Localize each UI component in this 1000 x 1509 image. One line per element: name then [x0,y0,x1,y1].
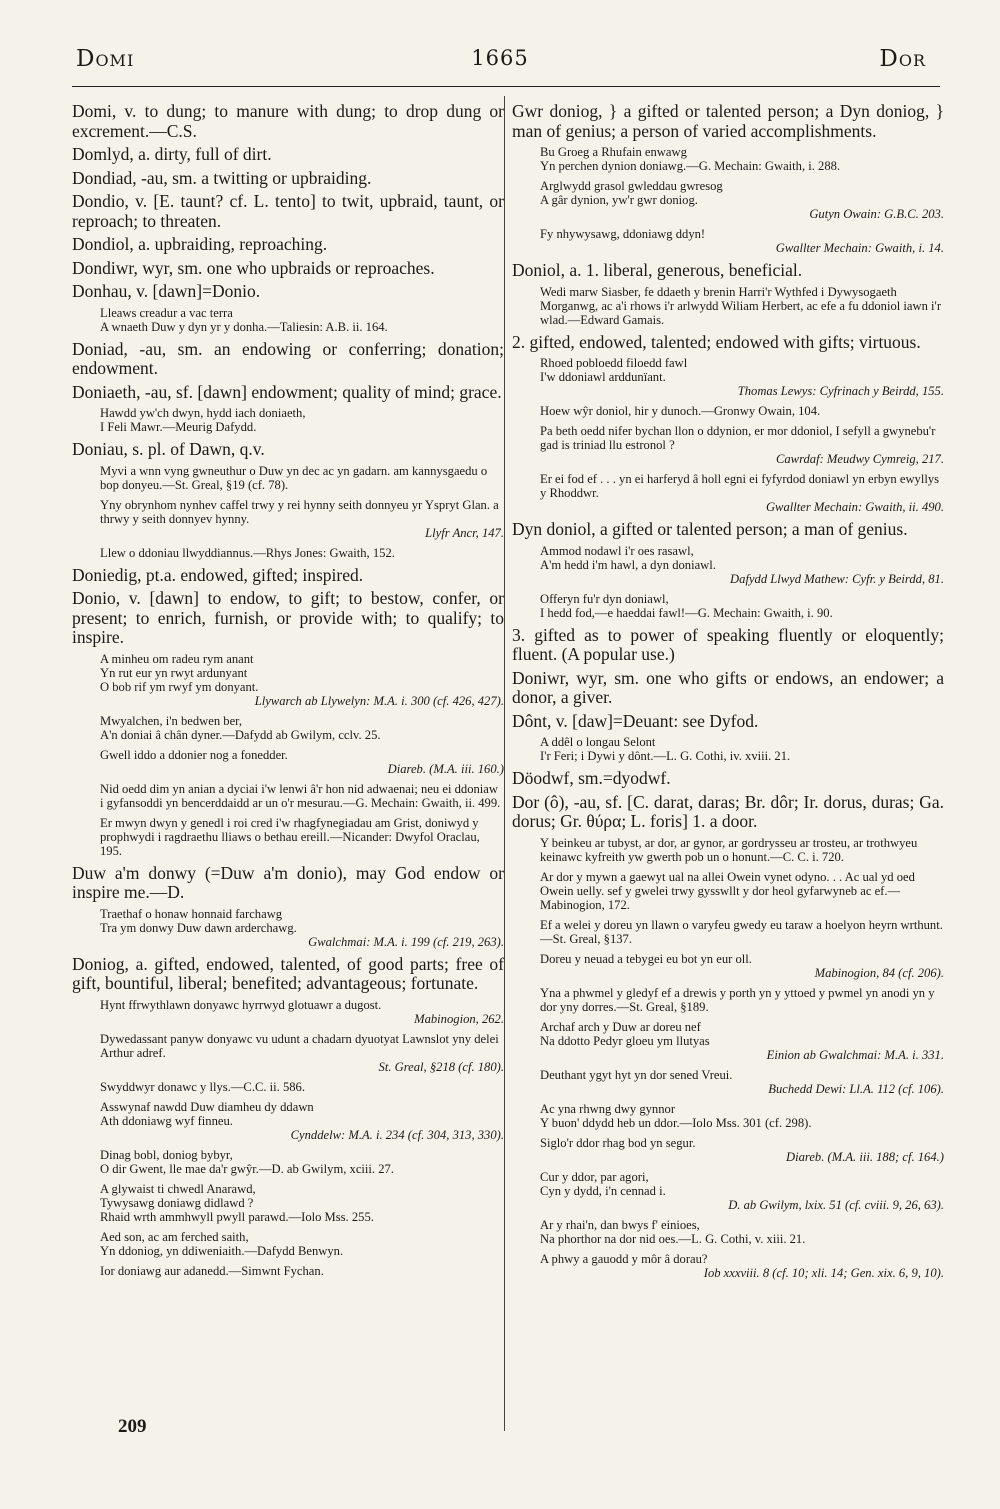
quotation [100,998,504,1026]
quotation [100,1032,504,1074]
quotation-line: Asswynaf nawdd Duw diamheu dy ddawn [100,1099,314,1114]
quotation-line: Ath ddoniawg wyf finneu. [100,1113,233,1128]
quotation-line: Y buon' ddydd heb un ddor.—Iolo Mss. 301 (cf. 298). [540,1115,812,1130]
citation: Mabinogion, 84 (cf. 206). [814,965,944,980]
citation: Cynddelw: M.A. i. 234 (cf. 304, 313, 330). [290,1127,504,1142]
citation: Gutyn Owain: G.B.C. 203. [809,207,944,221]
quotation-line: A gâr dynion, yw'r gwr doniog. [540,193,698,207]
quotation [100,464,504,492]
quotation-line: Deuthant ygyt hyt yn dor sened Vreui. [540,1067,733,1082]
quotation-line: Hynt ffrwythlawn donyawc hyrrwyd glotuawr a dugost. [100,997,382,1012]
quotation-line: Offeryn fu'r dyn doniawl, [540,591,669,606]
column-divider [504,96,505,1431]
quotation-line: Bu Groeg a Rhufain enwawg [540,145,687,159]
quotation [540,179,944,221]
dictionary-entry: 2. gifted, endowed, talented; endowed with gifts; virtuous. [512,331,921,352]
quotation [540,986,944,1014]
quotation-line: Hoew wŷr doniol, hir y dunoch.—Gronwy Owain, 104. [540,404,821,418]
citation: Iob xxxviii. 8 (cf. 10; xli. 14; Gen. xix. 6, 9, 10). [703,1265,944,1280]
quotation [100,306,504,334]
quotation-line: Ef a welei y doreu yn llawn o varyfeu gwedy eu taraw a hoelyon heyrn wrthunt.—St. Greal, §137. [540,917,943,946]
dictionary-entry: Doniedig, pt.a. endowed, gifted; inspired. [72,564,364,585]
quotation-line: I Feli Mawr.—Meurig Dafydd. [100,420,257,434]
quotation-line: I'w ddoniawl arddunïant. [540,370,666,384]
citation: Mabinogion, 262. [414,1011,504,1026]
quotation-line: A wnaeth Duw y dyn yr y donha.—Taliesin: A.B. ii. 164. [100,319,388,334]
running-head [72,46,928,80]
quotation-line: Yn rut eur yn rwyt ardunyant [100,665,248,680]
quotation [100,1182,504,1224]
quotation-line: O dir Gwent, lle mae da'r gwŷr.—D. ab Gwilym, xciii. 27. [100,1161,394,1176]
quotation [100,714,504,742]
quotation-line: Llew o ddoniau llwyddiannus.—Rhys Jones: Gwaith, 152. [100,545,395,560]
quotation [100,907,504,949]
quotation-line: Lleaws creadur a vac terra [100,305,233,320]
quotation-line: A phwy a gauodd y môr â dorau? [540,1251,708,1266]
quotation-line: Tywysawg doniawg didlawd ? [100,1195,254,1210]
quotation [100,546,504,560]
citation: Llyfr Ancr, 147. [425,525,504,540]
quotation-line: Yny obrynhom nynhev caffel trwy y rei hynny seith donnyeu yr Yspryt Glan. a thrwy y seith donnyev hynny. [100,497,499,526]
quotation-line: Mwyalchen, i'n bedwen ber, [100,713,242,728]
quotation-line: A'm hedd i'm hawl, a dyn doniawl. [540,557,716,572]
dictionary-entry: Dondio, v. [E. taunt? cf. L. tento] to twit, upbraid, taunt, or reproach; to threaten. [72,191,504,231]
quotation-line: Rhaid wrth ammhwyll pwyll parawd.—Iolo Mss. 255. [100,1209,374,1224]
quotation [540,472,944,514]
dictionary-entry: 3. gifted as to power of speaking fluently or eloquently; fluent. (A popular use.) [512,624,944,664]
quotation-line: Traethaf o honaw honnaid farchawg [100,906,283,921]
quotation [540,1102,944,1130]
quotation-line: A minheu om radeu rym anant [100,651,254,666]
quotation [540,735,944,763]
quotation-line: Rhoed pobloedd filoedd fawl [540,356,688,370]
dictionary-entry: Dondiad, -au, sm. a twitting or upbraiding. [72,167,372,188]
quotation-line: Doreu y neuad a tebygei eu bot yn eur oll. [540,951,752,966]
quotation [540,404,944,418]
quotation-line: Yna a phwmel y gledyf ef a drewis y porth yn y yttoed y pwmel yn anodi yn y dor yny dorres.—St. Greal, §189. [540,985,935,1014]
quotation-line: A glywaist ti chwedl Anarawd, [100,1181,256,1196]
quotation [540,356,944,398]
quotation [540,952,944,980]
left-column [72,102,504,1432]
quotation-line: Er mwyn dwyn y genedl i roi cred i'w rhagfynegiadau am Grist, doniwyd y prophwydi i ragdraethu lliaws o bethau ereill.—Nicander: Dwyfol Oraclau, 195. [100,815,480,858]
citation: Einion ab Gwalchmai: M.A. i. 331. [766,1047,944,1062]
quotation-line: Siglo'r ddor rhag bod yn segur. [540,1135,696,1150]
quotation-line: Nid oedd dim yn anian a dyciai i'w lenwi â'r hon nid adwaenai; neu ei ddoniaw i gyfansoddi yn bencerddaidd ar un o'r mesurau.—G. Mechain: Gwaith, ii. 499. [100,781,501,810]
dictionary-entry: Doniad, -au, sm. an endowing or conferring; donation; endowment. [72,338,504,378]
dictionary-entry: Döodwf, sm.=dyodwf. [512,768,671,788]
quotation-line: Cyn y dydd, i'n cennad i. [540,1183,666,1198]
right-column [512,102,944,1437]
quotation [540,544,944,586]
dictionary-entry: Dor (ô), -au, sf. [C. darat, daras; Br. dôr; Ir. dorus, duras; Ga. dorus; Gr. θύρα; L. foris] 1. a door. [512,791,944,831]
quotation [540,1252,944,1280]
citation: Dafydd Llwyd Mathew: Cyfr. y Beirdd, 81. [730,571,944,586]
folio-mark: 209 [118,1416,147,1437]
quotation-line: I'r Feri; i Dywi y dônt.—L. G. Cothi, iv. xviii. 21. [540,749,791,763]
quotation-line: Pa beth oedd nifer bychan llon o ddynion, er mor ddoniol, I sefyll a gwynebu'r gad is triniad llu estronol ? [540,424,936,452]
quotation [100,1100,504,1142]
quotation [100,748,504,776]
citation: St. Greal, §218 (cf. 180). [378,1059,504,1074]
quotation-line: O bob rif ym rwyf ym donyant. [100,679,259,694]
quotation [100,498,504,540]
quotation [540,285,944,327]
quotation-line: A ddêl o longau Selont [540,735,656,749]
header-rule [72,86,940,87]
dictionary-entry: Domi, v. to dung; to manure with dung; to drop dung or excrement.—C.S. [72,102,504,141]
quotation-line: Dinag bobl, doniog bybyr, [100,1147,233,1162]
quotation-line: Ammod nodawl i'r oes rasawl, [540,543,694,558]
dictionary-entry: Dônt, v. [daw]=Deuant: see Dyfod. [512,710,759,731]
citation: Gwallter Mechain: Gwaith, ii. 490. [765,500,944,514]
quotation-line: Na ddotto Pedyr gloeu ym llutyas [540,1033,710,1048]
dictionary-entry: Doniwr, wyr, sm. one who gifts or endows, an endower; a donor, a giver. [512,667,944,707]
quotation [540,918,944,946]
quotation [540,592,944,620]
left-guide-word: Domi [76,46,135,72]
quotation-line: I hedd fod,—e haeddai fawl!—G. Mechain: Gwaith, i. 90. [540,605,833,620]
quotation-line: Dywedassant panyw donyawc vu udunt a chadarn dyuotyat Lawnslot yny delei Arthur adref. [100,1031,499,1060]
quotation [540,836,944,864]
quotation-line: Yn perchen dynion doniawg.—G. Mechain: Gwaith, i. 288. [540,159,841,173]
quotation [100,816,504,858]
quotation-line: Hawdd yw'ch dwyn, hydd iach doniaeth, [100,406,306,420]
quotation-line: Er ei fod ef . . . yn ei harferyd â holl egni ei fyfyrdod doniawl yn erbyn ewyllys y Rhoddwr. [540,472,940,500]
dictionary-entry: Dyn doniol, a gifted or talented person; a man of genius. [512,519,908,539]
citation: Diareb. (M.A. iii. 160.) [387,761,504,776]
quotation-line: Ior doniawg aur adanedd.—Simwnt Fychan. [100,1263,324,1278]
citation: Diareb. (M.A. iii. 188; cf. 164.) [786,1149,944,1164]
quotation-line: Aed son, ac am ferched saith, [100,1229,249,1244]
right-guide-word: Dor [879,46,926,72]
quotation-line: Arglwydd grasol gwleddau gwresog [540,179,723,193]
quotation [100,1148,504,1176]
quotation [540,424,944,466]
dictionary-entry: Donhau, v. [dawn]=Donio. [72,281,261,301]
quotation [540,1136,944,1164]
dictionary-entry: Gwr doniog, } a gifted or talented person; a Dyn doniog, } man of genius; a person of varied accomplishments. [512,102,944,141]
quotation [100,652,504,708]
dictionary-entry: Duw a'm donwy (=Duw a'm donio), may God endow or inspire me.—D. [72,862,504,902]
quotation [540,1218,944,1246]
quotation [540,870,944,912]
citation: Gwallter Mechain: Gwaith, i. 14. [775,241,944,255]
page-number: 1665 [471,46,529,70]
quotation-line: Gwell iddo a ddonier nog a fonedder. [100,747,288,762]
dictionary-entry: Doniaeth, -au, sf. [dawn] endowment; quality of mind; grace. [72,381,502,402]
dictionary-entry: Doniog, a. gifted, endowed, talented, of good parts; free of gift, bountiful, liberal; benefited; advantageous; fortunate. [72,953,504,993]
dictionary-entry: Donio, v. [dawn] to endow, to gift; to bestow, confer, or present; to enrich, furnish, or provide with; to qualify; to inspire. [72,588,504,647]
quotation [540,1170,944,1212]
quotation [100,782,504,810]
quotation-line: Na phorthor na dor nid oes.—L. G. Cothi, v. xiii. 21. [540,1231,806,1246]
quotation [100,1230,504,1258]
quotation [100,1080,504,1094]
quotation [540,1020,944,1062]
citation: Llywarch ab Llywelyn: M.A. i. 300 (cf. 426, 427). [254,693,504,708]
dictionary-entry: Domlyd, a. dirty, full of dirt. [72,144,272,164]
citation: Cawrdaf: Meudwy Cymreig, 217. [775,452,944,466]
quotation [540,227,944,255]
quotation-line: Cur y ddor, par agori, [540,1169,649,1184]
quotation-line: Ac yna rhwng dwy gynnor [540,1101,676,1116]
quotation-line: Ar dor y mywn a gaewyt ual na allei Owein vynet odyno. . . Ac ual yd oed Owein uelly. sef y gwelei trwy gysswllt y dor heol gyfarwyneb ac ef.—Mabinogion, 172. [540,869,915,912]
quotation-line: A'n doniai â chân dyner.—Dafydd ab Gwilym, cclv. 25. [100,727,381,742]
citation: Gwalchmai: M.A. i. 199 (cf. 219, 263). [308,934,504,949]
dictionary-entry: Doniol, a. 1. liberal, generous, beneficial. [512,260,803,280]
quotation-line: Myvi a wnn vyng gwneuthur o Duw yn dec ac yn gadarn. am kannysgaedu o bop donyeu.—St. Greal, §19 (cf. 78). [100,463,488,492]
quotation-line: Wedi marw Siasber, fe ddaeth y brenin Harri'r Wythfed i Dywysogaeth Morganwg, ac a'i rhows i'r arlwydd Wiliam Herbert, ac efe a fu ddoniol iawn i'r wlad.—Edward Gamais. [540,284,942,327]
citation: Thomas Lewys: Cyfrinach y Beirdd, 155. [737,384,944,398]
quotation [100,1264,504,1278]
dictionary-entry: Dondiwr, wyr, sm. one who upbraids or reproaches. [72,257,435,278]
citation: Buchedd Dewi: Ll.A. 112 (cf. 106). [768,1081,944,1096]
quotation-line: Swyddwyr donawc y llys.—C.C. ii. 586. [100,1079,305,1094]
quotation-line: Tra ym donwy Duw dawn arderchawg. [100,920,297,935]
dictionary-entry: Doniau, s. pl. of Dawn, q.v. [72,439,265,459]
quotation-line: Yn ddoniog, yn ddiweniaith.—Dafydd Benwyn. [100,1243,344,1258]
quotation [540,1068,944,1096]
quotation-line: Archaf arch y Duw ar doreu nef [540,1019,701,1034]
quotation [540,145,944,173]
quotation [100,406,504,434]
citation: D. ab Gwilym, lxix. 51 (cf. cviii. 9, 26, 63). [728,1197,944,1212]
dictionary-entry: Dondiol, a. upbraiding, reproaching. [72,234,328,254]
quotation-line: Y beinkeu ar tubyst, ar dor, ar gynor, ar gordrysseu ar trosteu, ar trothwyeu keinawc kyfreith yw gwerth pob un o honunt.—C. C. i. 720. [540,835,918,864]
quotation-line: Ar y rhai'n, dan bwys f' einioes, [540,1217,700,1232]
quotation-line: Fy nhywysawg, ddoniawg ddyn! [540,227,706,241]
